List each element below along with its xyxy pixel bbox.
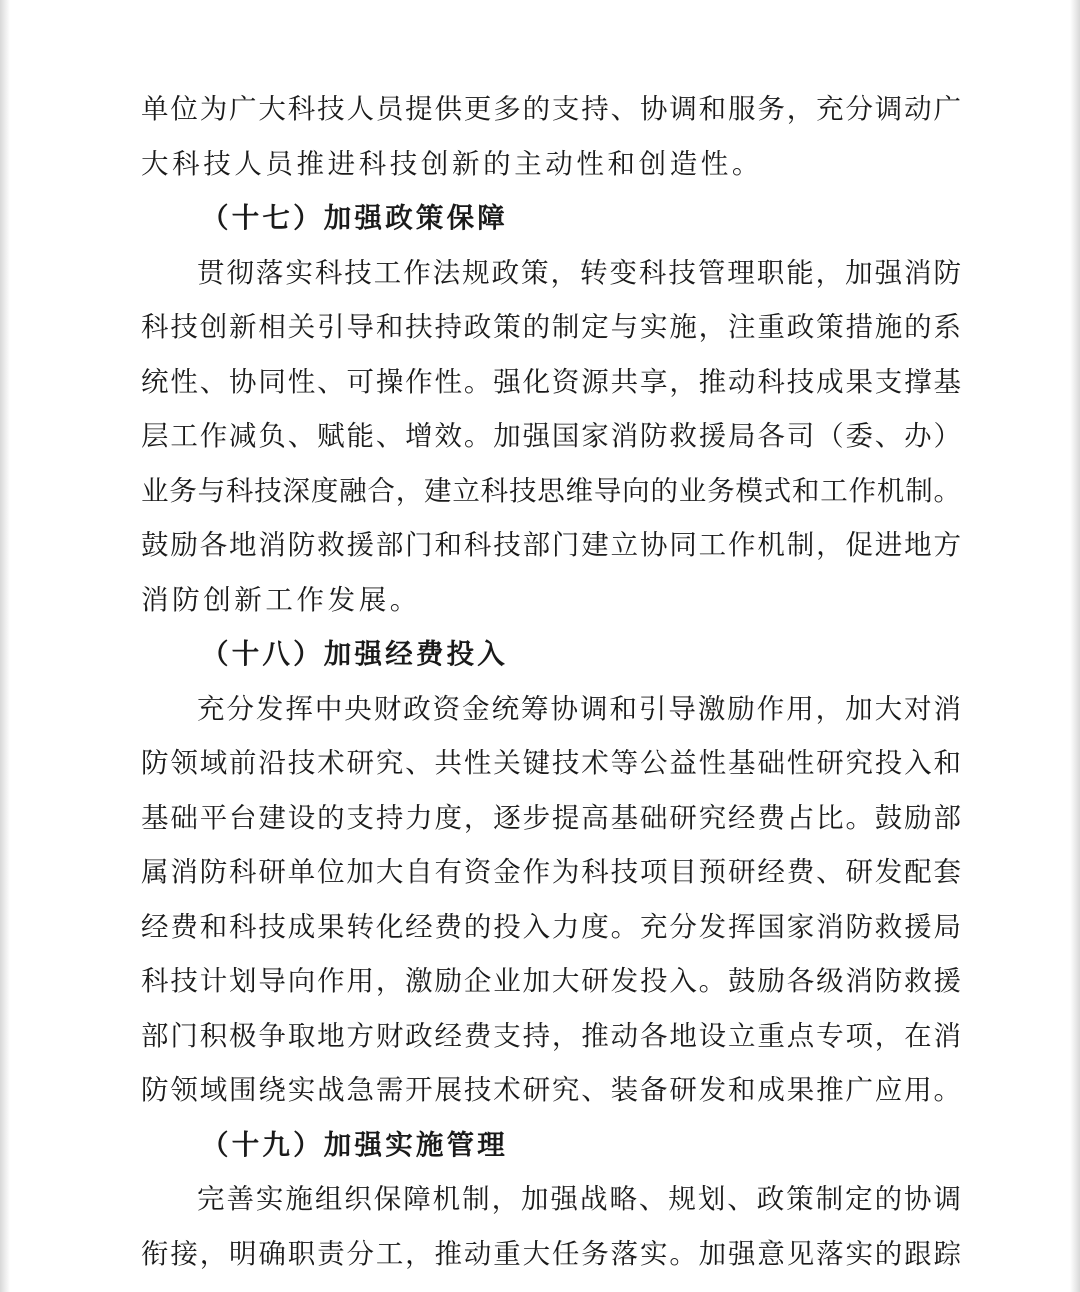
body-line: 业务与科技深度融合，建立科技思维导向的业务模式和工作机制。 (141, 474, 961, 507)
body-line: 防领域前沿技术研究、共性关键技术等公益性基础性研究投入和 (141, 747, 961, 779)
body-line: 鼓励各地消防救援部门和科技部门建立协同工作机制，促进地方 (141, 529, 961, 561)
page-edge-right (1070, 0, 1080, 1292)
body-line: 防领域围绕实战急需开展技术研究、装备研发和成果推广应用。 (141, 1074, 961, 1106)
section-heading-19: （十九）加强实施管理 (201, 1128, 508, 1161)
paragraph-first-line: 完善实施组织保障机制，加强战略、规划、政策制定的协调 (197, 1183, 961, 1215)
document-body (141, 82, 961, 1281)
body-line: 层工作减负、赋能、增效。加强国家消防救援局各司（委、办） (141, 420, 961, 452)
body-line: 单位为广大科技人员提供更多的支持、协调和服务，充分调动广 (141, 93, 961, 125)
body-line: 基础平台建设的支持力度，逐步提高基础研究经费占比。鼓励部 (141, 801, 961, 834)
body-line: 消防创新工作发展。 (141, 583, 421, 616)
paragraph-first-line: 充分发挥中央财政资金统筹协调和引导激励作用，加大对消 (197, 692, 961, 725)
section-heading-17: （十七）加强政策保障 (201, 202, 508, 234)
body-line: 衔接，明确职责分工，推动重大任务落实。加强意见落实的跟踪 (141, 1237, 961, 1270)
body-line: 科技创新相关引导和扶持政策的制定与实施，注重政策措施的系 (141, 311, 961, 343)
body-line: 科技计划导向作用，激励企业加大研发投入。鼓励各级消防救援 (141, 965, 961, 997)
page-edge-left (0, 0, 10, 1292)
body-line: 属消防科研单位加大自有资金作为科技项目预研经费、研发配套 (141, 856, 961, 888)
body-line: 大科技人员推进科技创新的主动性和创造性。 (141, 147, 763, 180)
body-line: 部门积极争取地方财政经费支持，推动各地设立重点专项，在消 (141, 1019, 961, 1052)
body-line: 经费和科技成果转化经费的投入力度。充分发挥国家消防救援局 (141, 910, 961, 943)
section-heading-18: （十八）加强经费投入 (201, 638, 508, 670)
body-line: 统性、协同性、可操作性。强化资源共享，推动科技成果支撑基 (141, 365, 961, 398)
paragraph-first-line: 贯彻落实科技工作法规政策，转变科技管理职能，加强消防 (197, 256, 961, 289)
